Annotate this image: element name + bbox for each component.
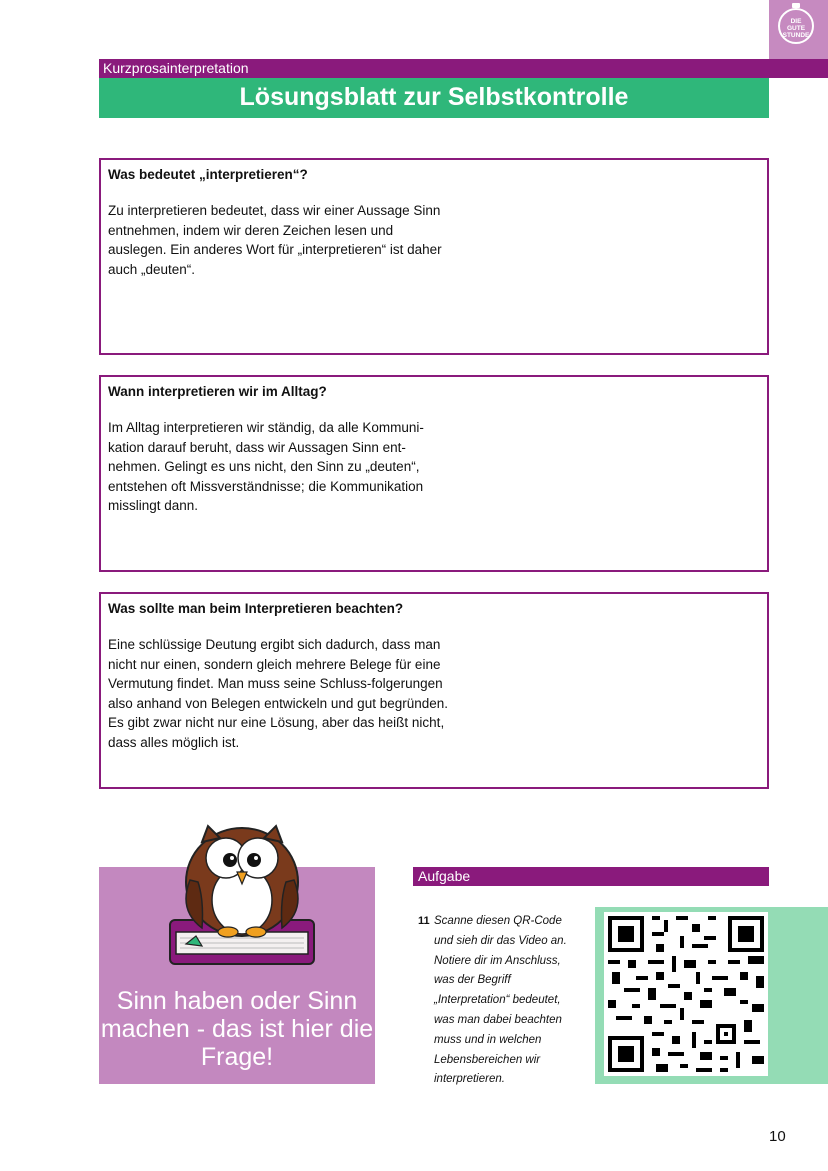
brand-logo (769, 0, 828, 59)
question-heading: Was bedeutet „interpretieren“? (108, 167, 308, 182)
task-text: Scanne diesen QR-Code und sieh dir das Video an. Notiere dir im Anschluss, was der Begriff „Interpretation“ bedeutet, was man dabei beachten muss und in welchen Lebensbereichen wir interpretieren. (434, 915, 567, 1086)
answer-text: Eine schlüssige Deutung ergibt sich dadurch, dass man nicht nur einen, sondern gleich mehrere Belege für eine Vermutung findet. Man muss seine Schluss-folgerungen also anhand von Belegen entwickeln und gut begründen. Es gibt zwar nicht nur eine Lösung, aber das heißt nicht, dass alles möglich ist. (108, 637, 449, 750)
logo-line-1: DIE (790, 18, 802, 25)
task-header-bar (413, 867, 769, 886)
answer-text: Im Alltag interpretieren wir ständig, da alle Kommuni-kation darauf beruht, dass wir Aussagen Sinn ent-nehmen. Gelingt es uns nicht, den Sinn zu „deuten“, entstehen oft Missverständnisse; die Kommunikation misslingt dann. (108, 420, 424, 513)
category-label: Kurzprosainterpretation (103, 60, 249, 76)
category-bar (99, 59, 828, 78)
quote-text: Sinn haben oder Sinn machen - das ist hier die Frage! (100, 987, 374, 1071)
logo-line-3: STUNDE (782, 32, 810, 39)
question-box-1 (99, 158, 769, 355)
task-heading: Aufgabe (418, 868, 471, 884)
question-heading: Wann interpretieren wir im Alltag? (108, 384, 327, 399)
qr-code-icon[interactable] (604, 912, 768, 1076)
question-box-2 (99, 375, 769, 572)
question-box-3 (99, 592, 769, 789)
page-number: 10 (769, 1128, 786, 1145)
logo-line-2: GUTE (786, 25, 806, 32)
answer-text: Zu interpretieren bedeutet, dass wir einer Aussage Sinn entnehmen, indem wir deren Zeichen lesen und auslegen. Ein anderes Wort für „interpretieren“ ist daher auch „deuten“. (108, 203, 442, 277)
question-heading: Was sollte man beim Interpretieren beachten? (108, 601, 404, 616)
task-number: 11 (418, 915, 430, 927)
owl-on-book-illustration (168, 820, 316, 968)
page-title: Lösungsblatt zur Selbstkontrolle (99, 78, 769, 118)
logo-ring (778, 8, 814, 44)
